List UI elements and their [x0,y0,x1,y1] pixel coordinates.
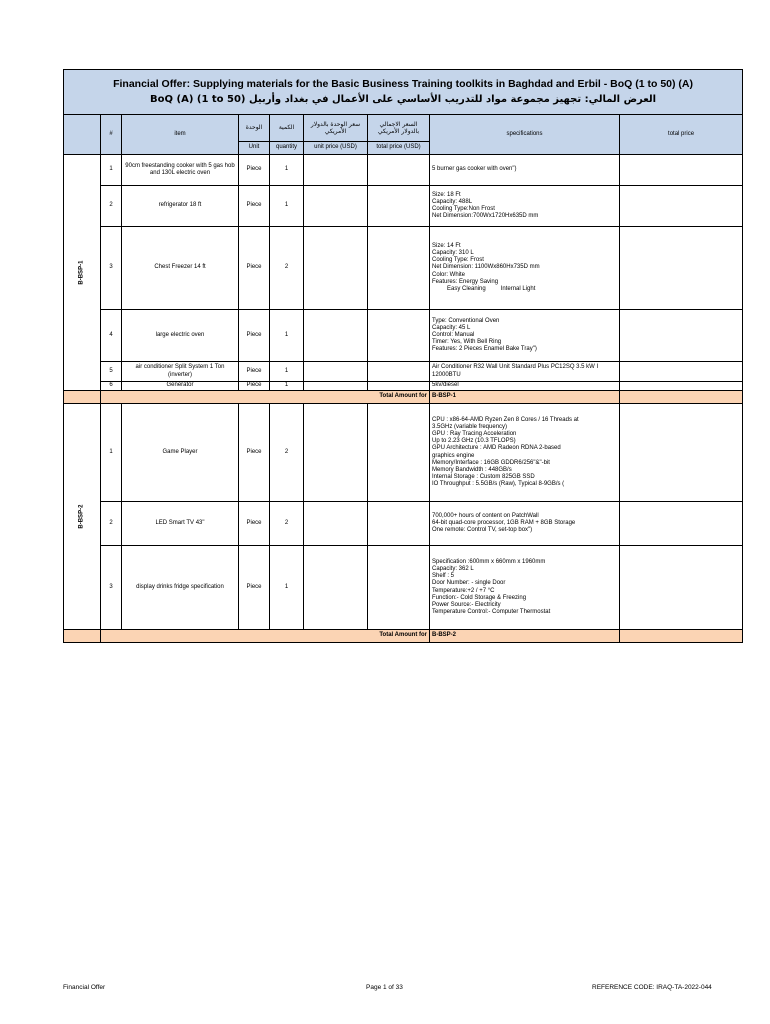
group-label [64,155,101,391]
item-specification [430,155,620,186]
item-name: 90cm freestanding cooker with 5 gas hob and 130L electric oven [122,155,239,186]
spec-line: Internal Storage : Custom 825GB SSD [432,474,535,481]
spec-line: Capacity: 362 L [432,565,474,572]
spec-line: 5kv/diesel [432,382,459,389]
item-quantity: 1 [270,382,304,391]
spec-line: Shelf : 5 [432,573,455,580]
total-price-cell[interactable] [620,227,743,310]
total-amount-cell[interactable] [620,630,743,643]
spec-line: 5 burner gas cooker with oven") [432,166,517,173]
item-specification [430,362,620,382]
total-price-usd-cell[interactable] [368,227,430,310]
unit-price-cell[interactable] [304,502,368,546]
total-price-cell[interactable] [620,155,743,186]
total-blank-cell [64,630,101,643]
item-name: Game Player [122,404,239,502]
group-total-row [64,391,743,404]
unit-price-cell[interactable] [304,186,368,227]
unit-price-cell[interactable] [304,310,368,362]
spec-line: Specification :600mm x 660mm x 1960mm [432,558,546,565]
item-name: display drinks fridge specification [122,546,239,630]
item-number: 2 [101,502,122,546]
spec-line: Internal Light [500,285,536,292]
spec-line: 3.5GHz (variable frequency) [432,423,508,430]
total-price-cell[interactable] [620,310,743,362]
header-total-price-usd: total price (USD) [368,142,430,155]
header-unit-price: unit price (USD) [304,142,368,155]
item-specification [430,186,620,227]
title-arabic: العرض المالي: تجهيز مجموعة مواد للتدريب الأساسي على الأعمال في بغداد وأربيل BoQ (A) (1 to 50) [150,94,657,105]
total-price-usd-cell[interactable] [368,362,430,382]
spec-line: Temperature Control:- Computer Thermostat [432,609,551,616]
header-num: # [101,115,122,155]
spec-line: Capacity: 45 L [432,324,471,331]
item-quantity: 1 [270,362,304,382]
spec-line: One remote: Control TV, set-top box") [432,527,533,534]
table-row [64,155,743,186]
spec-line: Net Dimension:700Wx1720Hx635D mm [432,213,539,220]
item-unit: Piece [239,404,270,502]
item-number: 3 [101,227,122,310]
group-label-text: B-BSP-2 [78,504,85,529]
spec-line: Net Dimension: 1100Wx860Hx735D mm [432,264,540,271]
item-quantity: 1 [270,155,304,186]
unit-price-cell[interactable] [304,546,368,630]
table-row [64,546,743,630]
item-unit: Piece [239,362,270,382]
total-price-cell[interactable] [620,382,743,391]
spec-line: Door Number: - single Door [432,580,506,587]
item-unit: Piece [239,227,270,310]
footer-page-number: Page 1 of 33 [366,984,403,991]
item-unit: Piece [239,502,270,546]
item-quantity: 1 [270,310,304,362]
total-price-cell[interactable] [620,404,743,502]
spec-line: Easy Cleaning [447,285,486,292]
table-row [64,502,743,546]
spec-line: Cooling Type: Frost [432,257,484,264]
item-quantity: 1 [270,546,304,630]
footer-left: Financial Offer [63,984,106,991]
item-name: large electric oven [122,310,239,362]
total-group-code: B-BSP-1 [430,391,620,404]
title-english: Financial Offer: Supplying materials for the Basic Business Training toolkits in Baghdad and Erbil - BoQ (1 to 50) (A) [113,78,694,90]
total-label: Total Amount for [101,391,430,404]
table-row [64,186,743,227]
spec-line: graphics engine [432,452,475,459]
header-unit: Unit [239,142,270,155]
spec-line: 64-bit quad-core processor, 1GB RAM + 8GB Storage [432,519,576,526]
spec-line: Up to 2.23 GHz (10.3 TFLOPS) [432,438,516,445]
header-unit-ar: الوحدة [239,115,270,142]
table-row [64,362,743,382]
header-group-blank [64,115,101,155]
total-price-cell[interactable] [620,362,743,382]
total-price-usd-cell[interactable] [368,502,430,546]
header-quantity: quantity [270,142,304,155]
spec-line: Capacity: 310 L [432,250,474,257]
total-price-usd-cell[interactable] [368,382,430,391]
item-number: 2 [101,186,122,227]
total-blank-cell [64,391,101,404]
header-item: item [122,115,239,155]
table-row [64,404,743,502]
item-unit: Piece [239,382,270,391]
table-row [64,310,743,362]
table-row [64,227,743,310]
total-price-usd-cell[interactable] [368,404,430,502]
total-price-cell[interactable] [620,546,743,630]
boq-table [63,69,743,643]
item-unit: Piece [239,186,270,227]
spec-line: Cooling Type:Non Frost [432,206,495,212]
spec-line: Color: White [432,271,466,278]
total-price-usd-cell[interactable] [368,155,430,186]
spec-line: Memory Bandwidth : 448GB/s [432,466,512,473]
spec-line: Features: 2 Pieces Enamel Bake Tray") [432,346,537,353]
total-label: Total Amount for [101,630,430,643]
total-price-usd-cell[interactable] [368,186,430,227]
item-specification [430,404,620,502]
footer-reference-code: REFERENCE CODE: IRAQ-TA-2022-044 [592,984,712,991]
total-price-cell[interactable] [620,186,743,227]
spec-line: Size: 18 Ft [432,191,461,198]
table-row [64,382,743,391]
item-number: 1 [101,404,122,502]
spec-line: Memory/Interface : 16GB GDDR6/256"&"-bit [432,459,550,466]
group-label [64,404,101,630]
group-total-row [64,630,743,643]
group-label-text: B-BSP-1 [78,260,85,285]
item-name: LED Smart TV 43" [122,502,239,546]
header-specifications: specifications [430,115,620,155]
total-amount-cell[interactable] [620,391,743,404]
total-price-cell[interactable] [620,502,743,546]
item-name: refrigerator 18 ft [122,186,239,227]
unit-price-cell[interactable] [304,382,368,391]
total-price-usd-cell[interactable] [368,546,430,630]
unit-price-cell[interactable] [304,155,368,186]
header-unit-price-ar: سعر الوحدة بالدولار الأمريكي [304,115,368,142]
unit-price-cell[interactable] [304,404,368,502]
spec-line: GPU Architecture : AMD Radeon RDNA 2-based [432,445,561,452]
spec-line: 700,000+ hours of content on PatchWall [432,512,539,519]
spec-line: Size: 14 Ft [432,242,461,249]
unit-price-cell[interactable] [304,362,368,382]
item-name: air conditioner Split System 1 Ton (inverter) [122,362,239,382]
spec-line: Power Source:- Electricity [432,601,501,608]
header-qty-ar: الكمية [270,115,304,142]
spec-line: Control: Manual [432,331,475,338]
sheet-title [64,70,743,115]
item-number: 5 [101,362,122,382]
item-unit: Piece [239,310,270,362]
total-price-usd-cell[interactable] [368,310,430,362]
item-number: 1 [101,155,122,186]
spec-line: Air Conditioner R32 Wall Unit Standard Plus PC12SQ 3.5 kW I 12000BTU [432,364,599,378]
spec-line: Temperature:+2 / +7 °C [432,587,495,594]
item-number: 4 [101,310,122,362]
spec-line: Timer: Yes, With Bell Ring [432,339,502,346]
spec-line: Features: Energy Saving [432,278,499,285]
spec-line: Type: Conventional Oven [432,317,500,324]
item-specification [430,382,620,391]
item-name: Chest Freezer 14 ft [122,227,239,310]
item-quantity: 2 [270,404,304,502]
header-total-price: total price [620,115,743,155]
item-specification [430,502,620,546]
spec-line: GPU : Ray Tracing Acceleration [432,430,517,437]
item-specification [430,546,620,630]
item-unit: Piece [239,155,270,186]
item-unit: Piece [239,546,270,630]
item-quantity: 1 [270,186,304,227]
spec-line: Function:- Cold Storage & Freezing [432,594,527,601]
item-quantity: 2 [270,227,304,310]
item-number: 3 [101,546,122,630]
header-total-price-ar: السعر الاجمالي بالدولار الأمريكي [368,115,430,142]
spec-line: CPU : x86-64-AMD Ryzen Zen 8 Cores / 16 Threads at [432,416,579,423]
total-group-code: B-BSP-2 [430,630,620,643]
item-specification [430,310,620,362]
unit-price-cell[interactable] [304,227,368,310]
item-specification [430,227,620,310]
spec-line: IO Throughput : 5.5GB/s (Raw), Typical 8-9GB/s ( [432,481,565,488]
item-quantity: 2 [270,502,304,546]
item-name: Generator [122,382,239,391]
item-number: 6 [101,382,122,391]
spec-line: Capacity: 488L [432,198,473,205]
